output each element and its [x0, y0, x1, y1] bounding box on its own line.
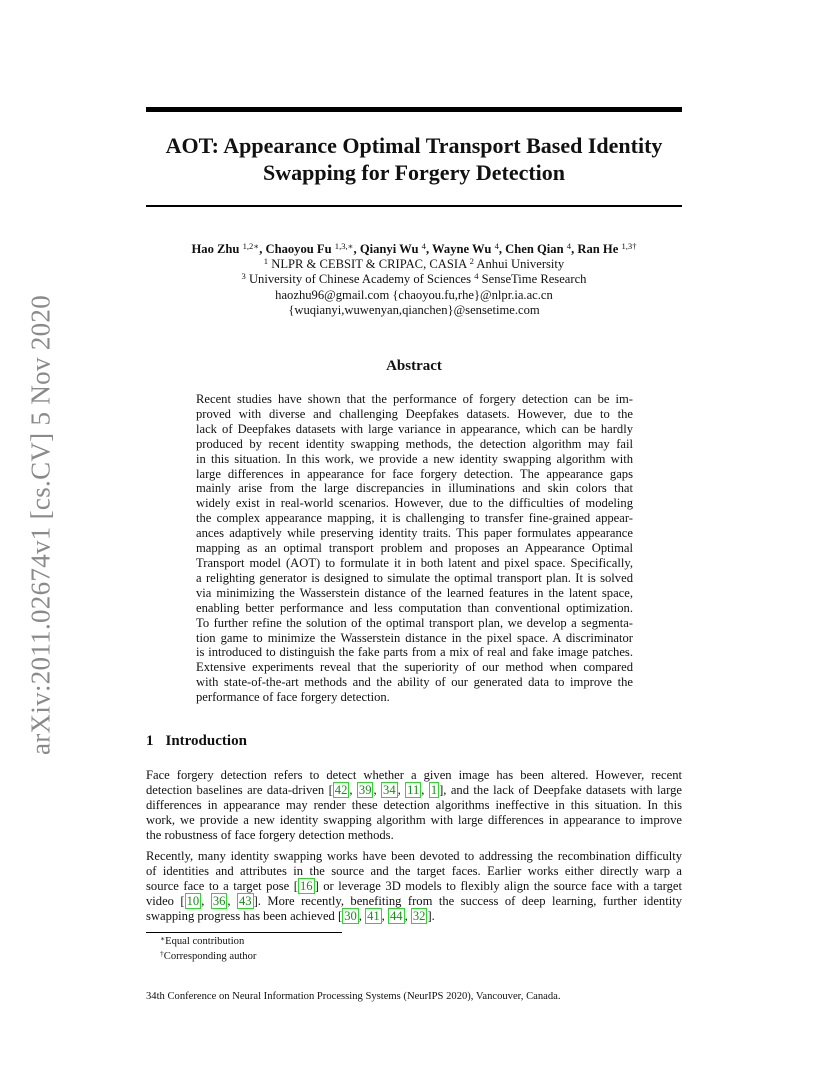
author-name: Qianyi Wu [359, 242, 419, 256]
author-sup: 1,2 [242, 241, 254, 251]
footnote-text: Equal contribution [165, 936, 245, 947]
text-line: the robustness of face forgery detection methods. [146, 827, 394, 842]
aff-sup: 2 [469, 256, 474, 267]
title-line-2: Swapping for Forgery Detection [262, 160, 566, 185]
text-run: detection baselines are data-driven [ [146, 782, 333, 797]
section-number: 1 [146, 733, 154, 749]
email-line-2: {wuqianyi,wuwenyan,qianchen}@sensetime.com [288, 302, 540, 317]
abstract-line: via minimizing the Wasserstein distance of the learned features in the latent space, [196, 585, 633, 600]
text-line [146, 879, 682, 894]
author-sup: 4 [566, 241, 572, 251]
author-name: Wayne Wu [432, 242, 492, 256]
title-line-1: AOT: Appearance Optimal Transport Based Identity [165, 133, 663, 158]
abstract-line: is introduced to distinguish the fake parts from a mix of real and fake image patches. [196, 645, 633, 660]
author-block [120, 242, 708, 318]
text-run: source face to a target pose [ [146, 878, 298, 893]
footnote-mark: ∗ [160, 934, 166, 943]
abstract-line: lack of Deepfakes datasets with large variance in appearance, which can be hardly [196, 421, 633, 436]
citation-link[interactable]: 43 [239, 893, 252, 908]
abstract-line: performance of face forgery detection. [196, 690, 390, 705]
citation-link[interactable]: 11 [407, 782, 420, 797]
abstract-line: Extensive experiments reveal that the superiority of our method when compared [196, 660, 633, 675]
text-line: work, we provide a new identity swapping algorithm with large differences in appearance to improve [146, 812, 682, 827]
footnote-1 [160, 935, 256, 950]
affiliation-line-1 [120, 257, 708, 272]
abstract-line: ances adaptively while preserving identity traits. This paper formulates appearance [196, 526, 633, 541]
citation-list: 30 , 41 , 44 , 32 [344, 908, 426, 923]
text-line [146, 909, 682, 924]
author-name: Chen Qian [505, 242, 564, 256]
text-line: differences in appearance may render these detection algorithms ineffective in this situation. In this [146, 797, 682, 812]
affiliation: University of Chinese Academy of Sciences [248, 272, 472, 287]
author-sup: 1,3,∗ [334, 241, 354, 251]
footnote-mark: † [160, 948, 164, 958]
author-mark: ∗ [253, 241, 260, 251]
abstract-line: enabling better performance and less computation than conventional optimization. [196, 600, 633, 615]
text-run: ]. More recently, benefiting from the success of deep learning, further identity [253, 893, 683, 908]
intro-paragraph-1 [146, 768, 682, 843]
citation-link[interactable]: 1 [430, 782, 438, 797]
text-run: video [ [146, 893, 185, 908]
citation-link[interactable]: 36 [212, 893, 226, 908]
title-rule-bottom [146, 205, 682, 207]
abstract-line: widely exist in real-world scenarios. However, due to the difficulties of modeling [196, 496, 633, 511]
author-name: Ran He [577, 242, 619, 256]
text-run: ] or leverage 3D models to flexibly align the source face with a target [314, 878, 682, 893]
text-line: Recently, many identity swapping works have been devoted to addressing the recombination difficulty [146, 849, 682, 863]
arxiv-id: arXiv:2011.02674v1 [cs.CV] 5 Nov 2020 [25, 294, 56, 756]
affiliation: SenseTime Research [481, 272, 587, 287]
section-heading [146, 733, 247, 750]
author-name: Hao Zhu [191, 242, 240, 256]
citation-link[interactable]: 32 [412, 908, 426, 923]
aff-sup: 4 [474, 271, 479, 282]
abstract-line: Transport model (AOT) to formulate it in both latent and pixel space. Specifically, [196, 555, 633, 570]
citation-link[interactable]: 10 [186, 893, 200, 908]
citation-link[interactable]: 42 [334, 782, 348, 797]
citation-link[interactable]: 44 [389, 908, 403, 923]
abstract-line: large differences in appearance for face forgery detection. The appearance gaps [196, 466, 633, 481]
aff-sup: 1 [263, 256, 269, 267]
author-names: Hao Zhu $^{1,2∗}$, Chaoyou Fu $^{1,3,∗}$, Qianyi Wu $^4$, Wayne Wu $^4$, Chen Qian $^4$, Ran He $^{1,3\dagger}$ [191, 241, 637, 256]
abstract-line: in this situation. In this work, we provide a new identity swapping algorithm with [196, 451, 633, 466]
citation-list: 10 , 36 , 43 [186, 893, 252, 908]
footnotes [160, 935, 256, 964]
citation-list [298, 878, 315, 894]
citation-link[interactable]: 30 [344, 908, 357, 923]
text-run: ], and the lack of Deepfake datasets with large [439, 782, 682, 797]
abstract-line: proved with diverse and challenging Deepfakes datasets. However, due to the [196, 406, 633, 421]
email-line-1: haozhu96@gmail.com {chaoyou.fu,rhe}@nlpr.ia.ac.cn [275, 287, 553, 302]
footnote-rule [146, 932, 342, 933]
author-name: Chaoyou Fu [265, 242, 332, 256]
abstract-line: the complex appearance mapping, it is challenging to transfer fine-grained appear- [196, 511, 633, 526]
text-run: swapping progress has been achieved [ [146, 908, 343, 923]
abstract-line: Recent studies have shown that the performance of forgery detection can be im- [196, 392, 633, 406]
intro-paragraph-2 [146, 849, 682, 924]
abstract-body [196, 392, 633, 705]
abstract-heading: Abstract [386, 358, 442, 374]
conference-note: 34th Conference on Neural Information Processing Systems (NeurIPS 2020), Vancouver, Canada. [146, 991, 561, 1002]
abstract-line: tion game to minimize the Wasserstein distance in the pixel space. A discriminator [196, 630, 633, 645]
citation-list: 42 , 39 , 34 , 11 , 1 [334, 782, 438, 797]
abstract-line: To further refine the solution of the optimal transport plan, we develop a segmenta- [196, 615, 633, 630]
text-line [146, 894, 682, 909]
text-run: ]. [427, 908, 435, 923]
arxiv-stamp [21, 290, 61, 760]
abstract-line: a relighting generator is designed to simulate the optimal transport plan. It is solved [196, 570, 633, 585]
abstract-line: produced by recent identity swapping methods, the detection algorithm may fail [196, 436, 633, 451]
citation-link[interactable]: 16 [299, 878, 313, 893]
citation-link[interactable]: 34 [383, 782, 396, 797]
abstract-line: with state-of-the-art methods and the ability of our generated data to improve the [196, 675, 633, 690]
footnote-text: Corresponding author [163, 950, 257, 962]
author-sup: 1,3† [621, 241, 637, 251]
affiliation: Anhui University [476, 257, 565, 272]
affiliation-line-2 [120, 272, 708, 287]
title-rule-top [146, 107, 682, 112]
abstract-line: mapping as an optimal transport problem and proposes an Appearance Optimal [196, 541, 633, 556]
text-line [146, 783, 682, 798]
author-sup: 4 [421, 241, 426, 251]
text-line: Face forgery detection refers to detect whether a given image has been altered. However, recent [146, 768, 682, 782]
text-line: of identities and attributes in the source and the target faces. Earlier works either directly warp a [146, 863, 682, 878]
paper-title [146, 132, 682, 186]
section-title: Introduction [165, 733, 247, 749]
footnote-2 [160, 950, 256, 965]
abstract-line: mainly arise from the large discrepancies in illuminations and skin colors that [196, 481, 633, 496]
author-sup: 4 [494, 241, 499, 251]
citation-link[interactable]: 39 [358, 782, 372, 797]
affiliation: NLPR & CEBSIT & CRIPAC, CASIA [271, 257, 467, 272]
citation-link[interactable]: 41 [367, 908, 380, 923]
aff-sup: 3 [241, 271, 246, 282]
